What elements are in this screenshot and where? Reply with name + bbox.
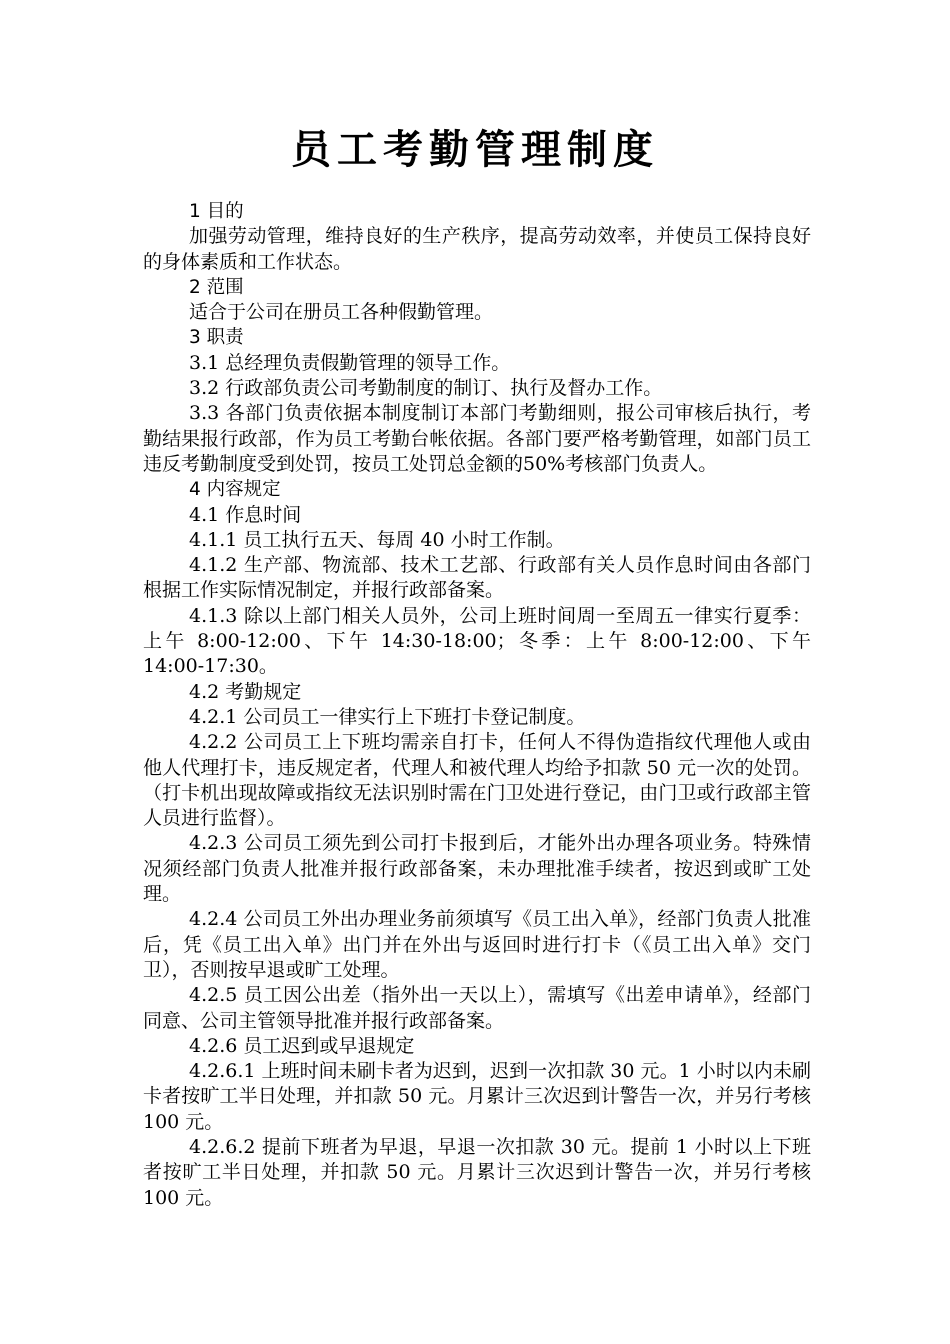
paragraph: 4.2.4 公司员工外出办理业务前须填写《员工出入单》，经部门负责人批准后，凭《员工出入单》出门并在外出与返回时进行打卡（《员工出入单》交门卫），否则按早退或旷工处理。 — [143, 908, 811, 981]
section-heading-purpose: 1 目的 — [189, 201, 244, 222]
paragraph: 加强劳动管理，维持良好的生产秩序，提高劳动效率，并使员工保持良好的身体素质和工作状态。 — [143, 225, 811, 273]
paragraph: 4.1 作息时间 — [189, 503, 302, 526]
paragraph: 4.2.6.1 上班时间未刷卡者为迟到，迟到一次扣款 30 元。1 小时以内未刷卡者按旷工半日处理，并扣款 50 元。月累计三次迟到计警告一次，并另行考核 100 元。 — [143, 1060, 811, 1133]
section-heading-content: 4 内容规定 — [189, 479, 281, 501]
paragraph: 4.2.6 员工迟到或早退规定 — [189, 1034, 415, 1057]
paragraph: 4.1.3 除以上部门相关人员外，公司上班时间周一至周五一律实行夏季：上午 8:00-12:00、下午 14:30-18:00；冬季：上午 8:00-12:00、下午 14:00-17:30。 — [143, 604, 811, 678]
section-heading-scope: 2 范围 — [189, 276, 244, 298]
paragraph: 4.2.2 公司员工上下班均需亲自打卡，任何人不得伪造指纹代理他人或由他人代理打卡，违反规定者，代理人和被代理人均给予扣款 50 元一次的处罚。（打卡机出现故障或指纹无法识别时需在门卫处进行登记，由门卫或行政部主管人员进行监督）。 — [143, 731, 811, 830]
paragraph: 3.2 行政部负责公司考勤制度的制订、执行及督办工作。 — [189, 377, 663, 400]
paragraph: 4.1.2 生产部、物流部、技术工艺部、行政部有关人员作息时间由各部门根据工作实际情况制定，并报行政部备案。 — [143, 554, 811, 602]
paragraph: 4.2.5 员工因公出差（指外出一天以上），需填写《出差申请单》，经部门同意、公司主管领导批准并报行政部备案。 — [143, 984, 811, 1032]
paragraph: 4.2 考勤规定 — [189, 680, 302, 703]
paragraph: 3.3 各部门负责依据本制度制订本部门考勤细则，报公司审核后执行，考勤结果报行政部，作为员工考勤台帐依据。各部门要严格考勤管理，如部门员工违反考勤制度受到处罚，按员工处罚总金额的50%考核部门负责人。 — [143, 402, 811, 475]
section-heading-responsibilities: 3 职责 — [189, 327, 244, 349]
paragraph: 3.1 总经理负责假勤管理的领导工作。 — [189, 351, 511, 374]
paragraph: 4.2.3 公司员工须先到公司打卡报到后，才能外出办理各项业务。特殊情况须经部门负责人批准并报行政部备案，未办理批准手续者，按迟到或旷工处理。 — [143, 832, 811, 906]
document-title: 员工考勤管理制度 — [291, 127, 659, 173]
paragraph: 适合于公司在册员工各种假勤管理。 — [189, 301, 494, 324]
paragraph: 4.2.6.2 提前下班者为早退，早退一次扣款 30 元。提前 1 小时以上下班者按旷工半日处理，并扣款 50 元。月累计三次迟到计警告一次，并另行考核 100 元。 — [143, 1135, 811, 1209]
paragraph: 4.2.1 公司员工一律实行上下班打卡登记制度。 — [189, 705, 586, 728]
paragraph: 4.1.1 员工执行五天、每周 40 小时工作制。 — [189, 528, 565, 551]
document-body — [143, 199, 811, 1211]
